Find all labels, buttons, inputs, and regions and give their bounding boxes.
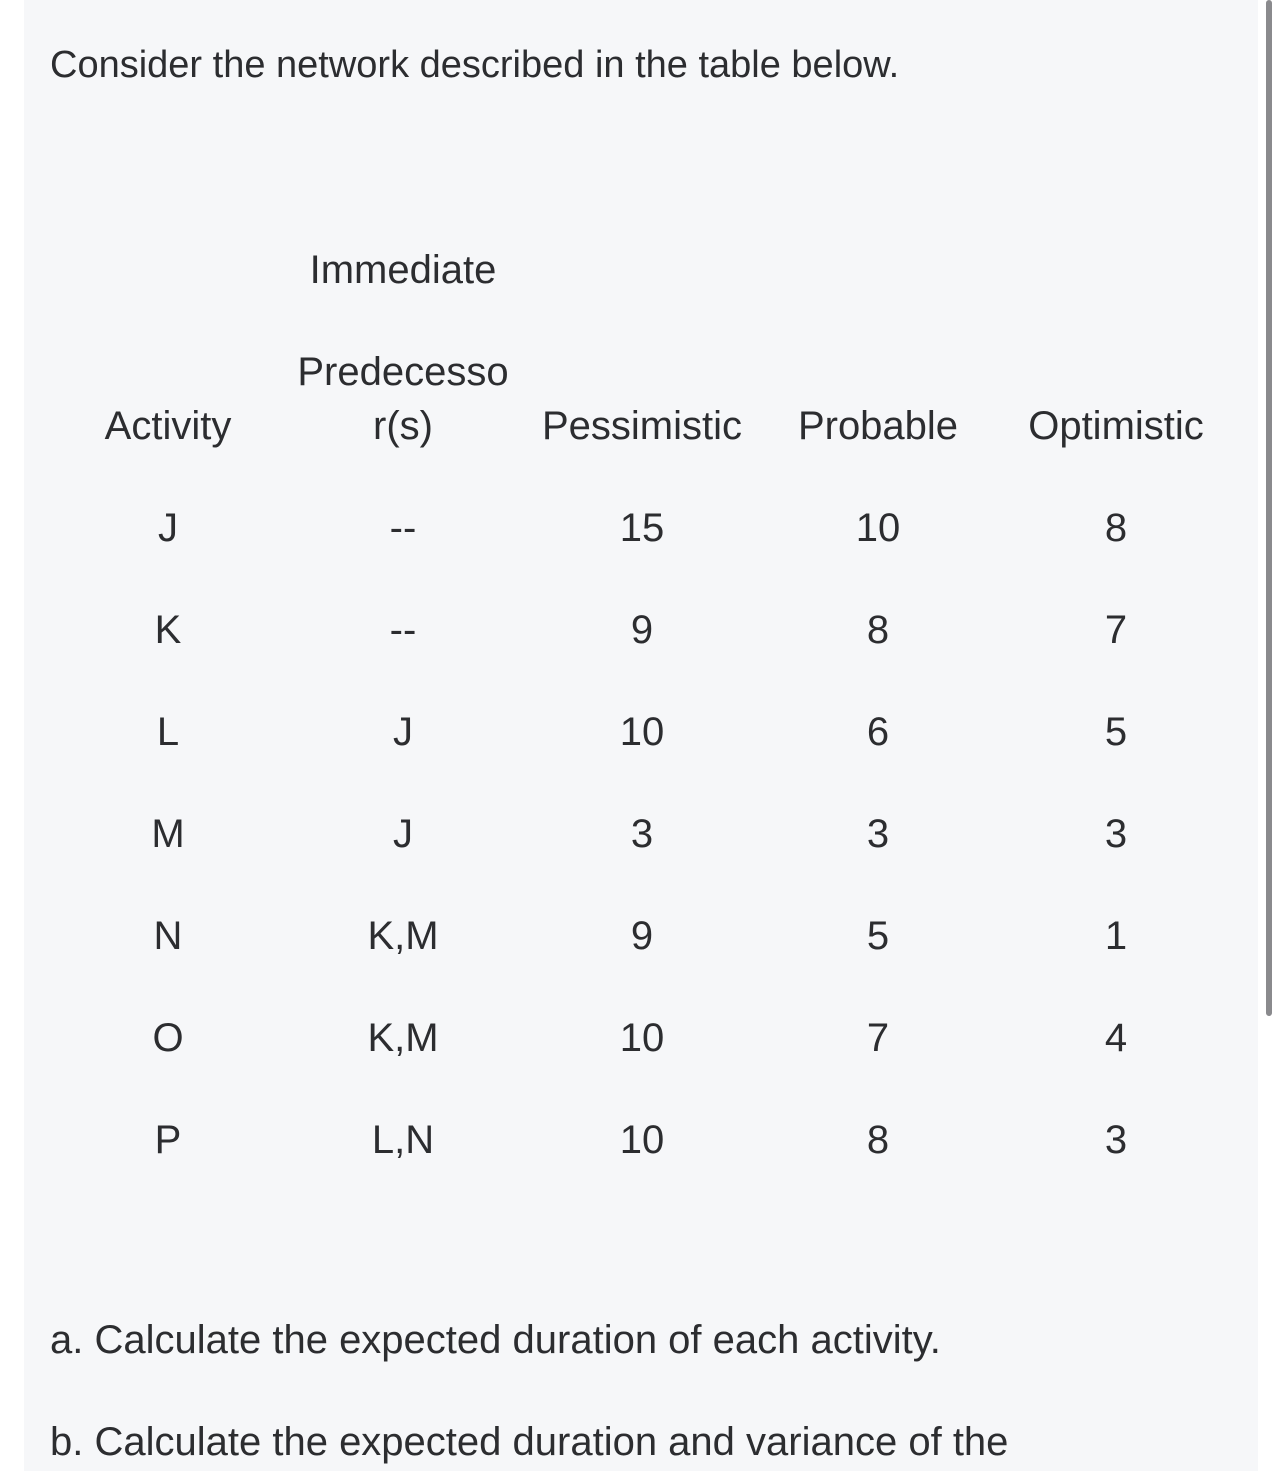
cell-predecessor: -- [389,506,417,550]
cell-optimistic: 5 [1104,710,1128,754]
cell-pessimistic: 3 [630,812,654,856]
cell-pessimistic: 15 [619,506,665,550]
cell-optimistic: 8 [1104,506,1128,550]
cell-optimistic: 4 [1104,1016,1128,1060]
cell-predecessor: J [393,812,413,856]
cell-activity: O [152,1016,184,1060]
question-card [24,0,1258,1471]
cell-probable: 5 [866,914,890,958]
cell-optimistic: 3 [1104,812,1128,856]
cell-activity: L [156,710,180,754]
cell-activity: J [158,506,178,550]
scrollbar-thumb[interactable] [1266,0,1272,1016]
intro-text: Consider the network described in the table below. [50,44,900,86]
header-pessimistic: Pessimistic [541,404,743,448]
cell-probable: 10 [855,506,901,550]
cell-predecessor: -- [389,608,417,652]
cell-probable: 3 [866,812,890,856]
header-predecessor-line2: Predecesso [297,350,509,394]
cell-probable: 7 [866,1016,890,1060]
question-b: b. Calculate the expected duration and variance of the [50,1420,1009,1464]
cell-pessimistic: 9 [630,608,654,652]
header-optimistic: Optimistic [1028,404,1204,448]
header-probable: Probable [797,404,959,448]
cell-activity: M [151,812,185,856]
cell-predecessor: J [393,710,413,754]
header-activity: Activity [104,404,232,448]
cell-activity: N [153,914,183,958]
cell-probable: 8 [866,608,890,652]
header-predecessor-line3: r(s) [373,404,433,448]
question-a: a. Calculate the expected duration of each activity. [50,1318,941,1362]
cell-probable: 8 [866,1118,890,1162]
cell-optimistic: 3 [1104,1118,1128,1162]
cell-optimistic: 1 [1104,914,1128,958]
cell-activity: P [154,1118,182,1162]
cell-pessimistic: 9 [630,914,654,958]
cell-predecessor: L,N [371,1118,435,1162]
cell-probable: 6 [866,710,890,754]
cell-pessimistic: 10 [619,710,665,754]
header-predecessor-line1: Immediate [309,248,497,292]
cell-activity: K [154,608,182,652]
cell-predecessor: K,M [367,914,439,958]
cell-predecessor: K,M [367,1016,439,1060]
cell-optimistic: 7 [1104,608,1128,652]
cell-pessimistic: 10 [619,1016,665,1060]
cell-pessimistic: 10 [619,1118,665,1162]
